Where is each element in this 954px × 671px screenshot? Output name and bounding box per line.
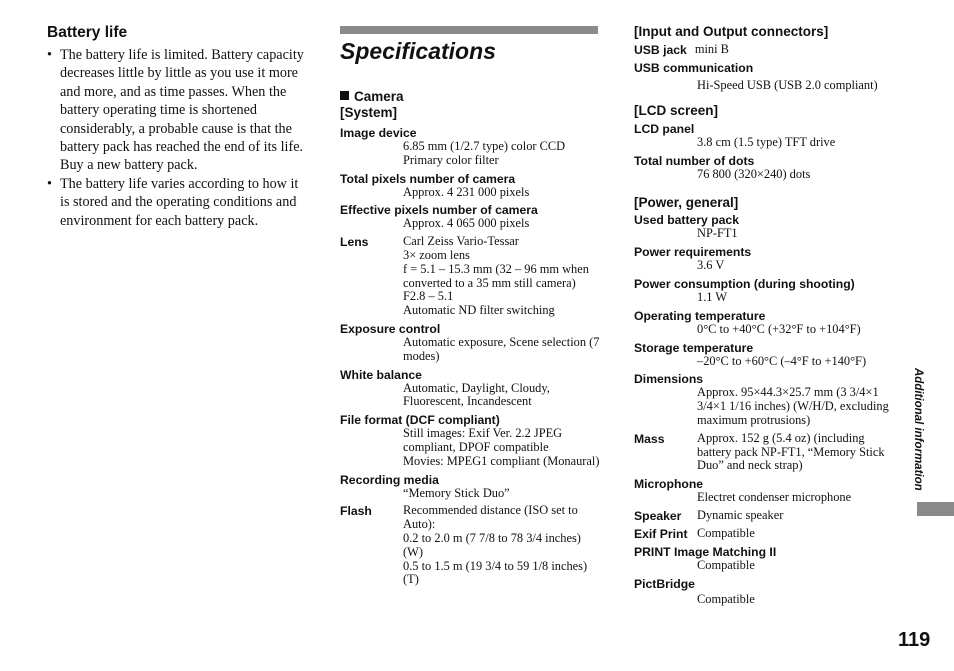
side-tab-label: Additional information: [912, 368, 924, 491]
lcd-heading: [LCD screen]: [634, 102, 719, 118]
spec-lcd-panel: LCD panel 3.8 cm (1.5 type) TFT drive: [634, 121, 836, 149]
spec-exposure-control: Exposure control Automatic exposure, Scene selection (7 modes): [340, 321, 600, 363]
side-tab-marker: [917, 502, 954, 516]
spec-usb-communication: USB communication Hi-Speed USB (USB 2.0 compliant): [634, 61, 878, 92]
spec-white-balance: White balance Automatic, Daylight, Cloudy, Fluorescent, Incandescent: [340, 367, 550, 409]
spec-mass: Mass Approx. 152 g (5.4 oz) (including battery pack NP-FT1, “Memory Stick Duo” and neck strap): [634, 430, 885, 473]
list-item: • The battery life varies according to how it is stored and the operating conditions and environment for each battery pack.: [47, 175, 309, 230]
header-bar: [340, 26, 598, 34]
spec-total-pixels: Total pixels number of camera Approx. 4 231 000 pixels: [340, 171, 530, 199]
spec-power-requirements: Power requirements 3.6 V: [634, 245, 752, 273]
square-bullet-icon: [340, 91, 349, 100]
spec-usb-jack: USB jack mini B: [634, 42, 729, 57]
spec-battery-pack: Used battery pack NP-FT1: [634, 213, 739, 241]
spec-lens: Lens Carl Zeiss Vario-Tessar 3× zoom lens f = 5.1 – 15.3 mm (32 – 96 mm when converted to a 35 mm still camera) F2.8 – 5.1 Automatic ND filter switching: [340, 234, 589, 318]
list-item: • The battery life is limited. Battery capacity decreases little by little as you use it more and more, and as time passes. When the battery operating time is shortened considerably, a probable cause is that the battery pack has reached the end of its life. Buy a new battery pack.: [47, 46, 309, 175]
spec-flash: Flash Recommended distance (ISO set to Auto): 0.2 to 2.0 m (7 7/8 to 78 3/4 inches) (W) 0.5 to 1.5 m (19 3/4 to 59 1/8 inches) (T): [340, 503, 588, 587]
io-heading: [Input and Output connectors]: [634, 24, 829, 39]
battery-life-heading: Battery life: [47, 24, 128, 41]
spec-operating-temperature: Operating temperature 0°C to +40°C (+32°F to +104°F): [634, 308, 861, 336]
spec-image-device: Image device 6.85 mm (1/2.7 type) color CCD Primary color filter: [340, 126, 566, 167]
specifications-general-column: [634, 24, 896, 611]
system-heading: [System]: [340, 105, 398, 120]
spec-exif-print: Exif Print Compatible: [634, 525, 755, 541]
spec-recording-media: Recording media “Memory Stick Duo”: [340, 472, 510, 500]
spec-speaker: Speaker Dynamic speaker: [634, 507, 784, 523]
page-number: 119: [898, 629, 931, 651]
spec-file-format: File format (DCF compliant) Still images: Exif Ver. 2.2 JPEG compliant, DPOF compatible Movies: MPEG1 compliant (Monaural): [340, 413, 600, 468]
spec-power-consumption: Power consumption (during shooting) 1.1 W: [634, 276, 855, 304]
spec-effective-pixels: Effective pixels number of camera Approx. 4 065 000 pixels: [340, 203, 538, 231]
spec-print-image-matching: PRINT Image Matching II Compatible: [634, 544, 777, 572]
spec-total-dots: Total number of dots 76 800 (320×240) dots: [634, 153, 811, 181]
camera-section-heading: Camera: [340, 89, 602, 105]
spec-microphone: Microphone Electret condenser microphone: [634, 477, 852, 505]
specifications-camera-column: [340, 26, 602, 591]
page-title: Specifications: [340, 38, 496, 64]
battery-life-section: [47, 24, 309, 230]
power-heading: [Power, general]: [634, 195, 739, 211]
spec-storage-temperature: Storage temperature –20°C to +60°C (–4°F to +140°F): [634, 340, 867, 368]
battery-life-list: [47, 46, 309, 230]
spec-pictbridge: PictBridge Compatible: [634, 576, 755, 606]
spec-dimensions: Dimensions Approx. 95×44.3×25.7 mm (3 3/4×1 3/4×1 1/16 inches) (W/H/D, excluding maximum protrusions): [634, 372, 889, 427]
